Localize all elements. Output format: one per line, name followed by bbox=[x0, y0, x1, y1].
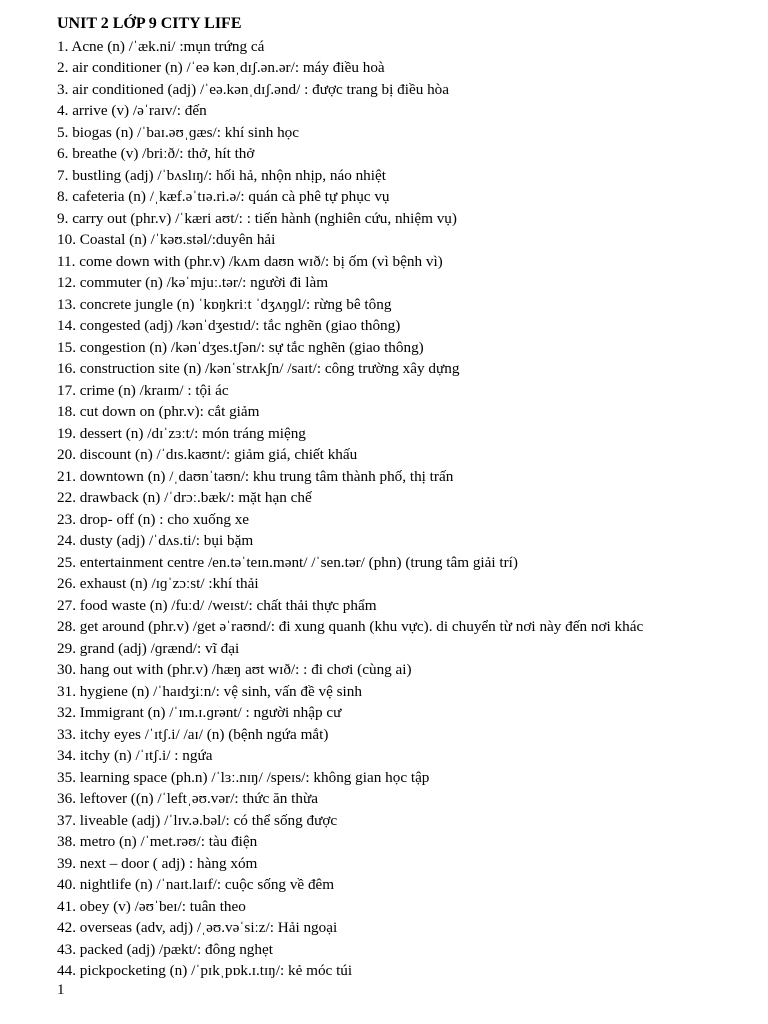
vocab-entry: 15. congestion (n) /kənˈdʒes.tʃən/: sự tắc nghẽn (giao thông) bbox=[57, 338, 424, 356]
vocab-entry: 16. construction site (n) /kənˈstrʌkʃn/ /saɪt/: công trường xây dựng bbox=[57, 360, 460, 377]
vocab-entry: 23. drop- off (n) : cho xuống xe bbox=[57, 510, 250, 528]
vocab-entry: 38. metro (n) /ˈmet.rəʊ/: tàu điện bbox=[57, 833, 258, 850]
vocab-entry: 37. liveable (adj) /ˈlɪv.ə.bəl/: có thể sống được bbox=[57, 811, 338, 829]
vocab-entry: 1. Acne (n) /ˈæk.ni/ :mụn trứng cá bbox=[57, 37, 265, 55]
vocab-entry: 9. carry out (phr.v) /ˈkæri aʊt/: : tiến hành (nghiên cứu, nhiệm vụ) bbox=[57, 209, 457, 227]
vocab-entry: 32. Immigrant (n) /ˈɪm.ɪ.ɡrənt/ : người nhập cư bbox=[57, 704, 342, 721]
vocab-entry: 33. itchy eyes /ˈɪtʃ.i/ /aɪ/ (n) (bệnh ngứa mắt) bbox=[57, 725, 329, 743]
vocab-entry: 14. congested (adj) /kənˈdʒestɪd/: tắc nghẽn (giao thông) bbox=[57, 317, 401, 334]
vocab-entry: 18. cut down on (phr.v): cắt giảm bbox=[57, 403, 260, 420]
vocab-entry: 27. food waste (n) /fuːd/ /weɪst/: chất thải thực phẩm bbox=[57, 596, 377, 614]
vocab-entry: 35. learning space (ph.n) /ˈlɜː.nɪŋ/ /speɪs/: không gian học tập bbox=[57, 768, 430, 786]
vocab-entry: 39. next – door ( adj) : hàng xóm bbox=[57, 854, 258, 872]
vocab-entry: 28. get around (phr.v) /get əˈraʊnd/: đi xung quanh (khu vực). di chuyển từ nơi này đến nơi khác bbox=[57, 618, 644, 635]
vocab-entry: 34. itchy (n) /ˈɪtʃ.i/ : ngứa bbox=[57, 747, 213, 764]
vocab-entry: 7. bustling (adj) /ˈbʌslɪŋ/: hối hả, nhộn nhịp, náo nhiệt bbox=[57, 166, 386, 184]
page-number: 1 bbox=[57, 982, 65, 998]
vocab-entry: 25. entertainment centre /en.təˈteɪn.mənt/ /ˈsen.tər/ (phn) (trung tâm giải trí) bbox=[57, 553, 518, 571]
vocab-entry: 36. leftover ((n) /ˈleftˌəʊ.vər/: thức ăn thừa bbox=[57, 790, 318, 807]
vocab-entry: 11. come down with (phr.v) /kʌm daʊn wɪð/: bị ốm (vì bệnh vì) bbox=[57, 252, 443, 270]
vocabulary-list bbox=[57, 36, 643, 982]
vocab-entry: 41. obey (v) /əʊˈbeɪ/: tuân theo bbox=[57, 897, 246, 915]
vocab-entry: 13. concrete jungle (n) ˈkɒŋkriːt ˈdʒʌŋɡl/: rừng bê tông bbox=[57, 295, 392, 313]
vocab-entry: 21. downtown (n) /ˌdaʊnˈtaʊn/: khu trung tâm thành phố, thị trấn bbox=[57, 467, 454, 485]
vocab-entry: 29. grand (adj) /ɡrænd/: vĩ đại bbox=[57, 639, 240, 657]
vocab-entry: 6. breathe (v) /briːð/: thở, hít thở bbox=[57, 145, 255, 162]
vocab-entry: 8. cafeteria (n) /ˌkæf.əˈtɪə.ri.ə/: quán cà phê tự phục vụ bbox=[57, 188, 390, 205]
vocab-entry: 4. arrive (v) /əˈraɪv/: đến bbox=[57, 102, 207, 119]
vocab-entry: 43. packed (adj) /pækt/: đông nghẹt bbox=[57, 940, 273, 958]
vocab-entry: 24. dusty (adj) /ˈdʌs.ti/: bụi bặm bbox=[57, 532, 254, 549]
vocab-entry: 17. crime (n) /kraɪm/ : tội ác bbox=[57, 381, 229, 399]
vocab-entry: 26. exhaust (n) /ɪɡˈzɔːst/ :khí thải bbox=[57, 575, 259, 592]
vocab-entry: 40. nightlife (n) /ˈnaɪt.laɪf/: cuộc sống về đêm bbox=[57, 876, 335, 893]
vocab-entry: 42. overseas (adv, adj) /ˌəʊ.vəˈsiːz/: Hải ngoại bbox=[57, 919, 338, 936]
vocab-entry: 10. Coastal (n) /ˈkəʊ.stəl/:duyên hải bbox=[57, 231, 276, 248]
vocab-entry: 30. hang out with (phr.v) /hæŋ aʊt wɪð/: : đi chơi (cùng ai) bbox=[57, 661, 412, 678]
vocab-entry: 2. air conditioner (n) /ˈeə kənˌdɪʃ.ən.ər/: máy điều hoà bbox=[57, 59, 385, 76]
vocab-entry: 20. discount (n) /ˈdɪs.kaʊnt/: giảm giá, chiết khấu bbox=[57, 446, 358, 463]
vocab-entry: 22. drawback (n) /ˈdrɔː.bæk/: mặt hạn chế bbox=[57, 489, 312, 506]
vocab-entry: 19. dessert (n) /dɪˈzɜːt/: món tráng miệng bbox=[57, 424, 306, 442]
vocab-entry: 44. pickpocketing (n) /ˈpɪkˌpɒk.ɪ.tɪŋ/: kẻ móc túi bbox=[57, 962, 353, 979]
vocab-entry: 12. commuter (n) /kəˈmjuː.tər/: người đi làm bbox=[57, 274, 329, 291]
vocab-entry: 5. biogas (n) /ˈbaɪ.əʊˌɡæs/: khí sinh học bbox=[57, 123, 300, 141]
vocab-entry: 3. air conditioned (adj) /ˈeə.kənˌdɪʃ.ənd/ : được trang bị điều hòa bbox=[57, 80, 450, 98]
vocab-entry: 31. hygiene (n) /ˈhaɪdʒiːn/: vệ sinh, vấn đề vệ sinh bbox=[57, 682, 362, 700]
document-title: UNIT 2 LỚP 9 CITY LIFE bbox=[57, 15, 242, 32]
